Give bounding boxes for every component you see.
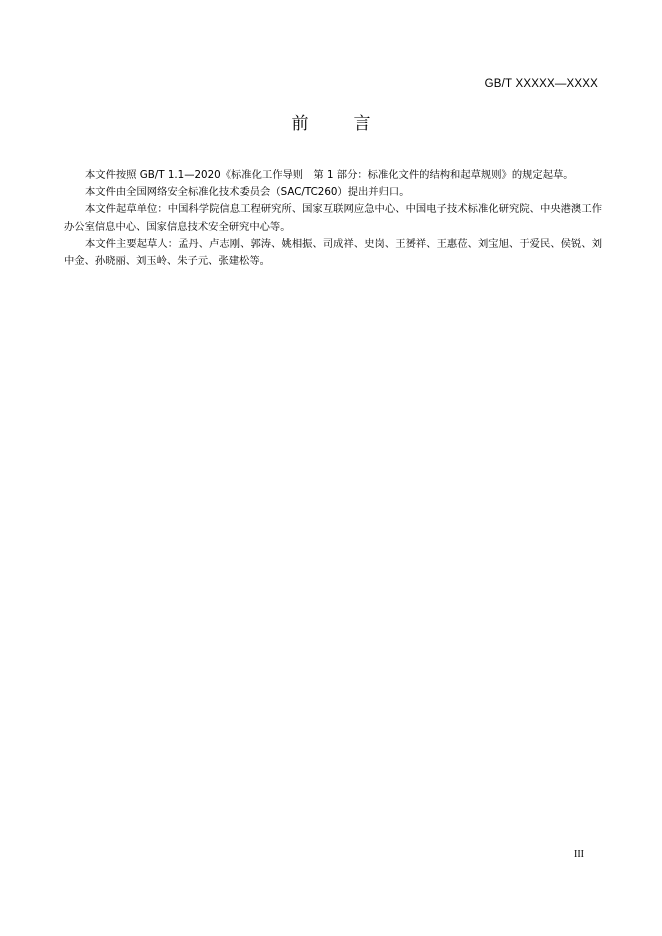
page-title: 前 言 bbox=[291, 114, 385, 134]
paragraph-drafting-units: 本文件起草单位：中国科学院信息工程研究所、国家互联网应急中心、中国电子技术标准化研究院、中央港澳工作办公室信息中心、国家信息技术安全研究中心等。 bbox=[64, 203, 602, 233]
paragraph-drafters: 本文件主要起草人：孟丹、卢志刚、郭涛、姚相振、司成祥、史岗、王赟祥、王惠莅、刘宝旭、于爱民、侯锐、刘中金、孙晓丽、刘玉岭、朱子元、张建松等。 bbox=[64, 237, 602, 268]
standard-code: GB/T XXXXX—XXXX bbox=[484, 78, 598, 90]
paragraph-drafting-rules: 本文件按照 GB/T 1.1—2020《标准化工作导则 第 1 部分：标准化文件的结构和起草规则》的规定起草。 bbox=[85, 169, 574, 181]
paragraph-proposer: 本文件由全国网络安全标准化技术委员会（SAC/TC260）提出并归口。 bbox=[85, 186, 410, 199]
page-number: III bbox=[574, 849, 584, 860]
foreword-body bbox=[64, 167, 602, 270]
